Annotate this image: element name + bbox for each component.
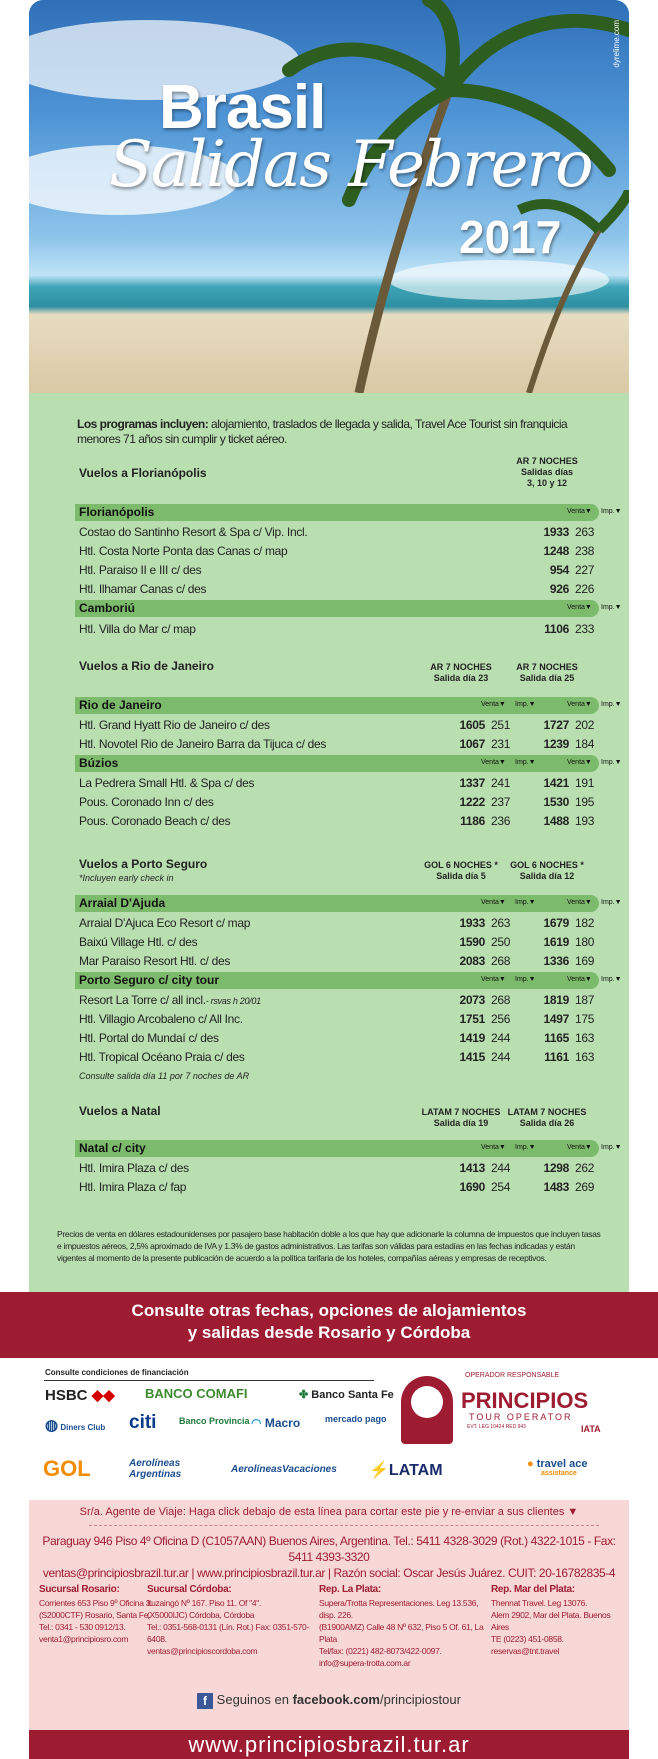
imp-label: Imp.▼ [601,899,622,906]
banner-text [0,1300,658,1344]
price-venta: 1488 [543,814,569,828]
price-venta: 1590 [459,935,485,949]
branch-title: Rep. La Plata: [319,1584,381,1595]
price-imp: 175 [575,1012,595,1026]
hero-title-salidas: Salidas Febrero [109,128,592,202]
price-imp: 163 [575,1050,595,1064]
hero-title-brasil: Brasil [159,73,326,142]
venta-label: Venta▼ [567,508,592,515]
hotel-name: Htl. Villa do Mar c/ map [79,622,196,636]
price-imp: 256 [491,1012,511,1026]
iata-logo: IATA [581,1424,601,1434]
hotel-name: Pous. Coronado Inn c/ des [79,795,214,809]
venta-label: Venta▼ [567,701,592,708]
hotel-name: Htl. Villagio Arcobaleno c/ All Inc. [79,1012,243,1026]
price-venta: 1497 [543,1012,569,1026]
price-venta: 1248 [543,544,569,558]
price-imp: 263 [491,916,511,930]
price-imp: 238 [575,544,595,558]
section-title-natal: Vuelos a Natal [79,1104,161,1118]
imp-label: Imp.▼ [601,1144,622,1151]
santafe-logo: ✤ Banco Santa Fe [299,1389,394,1401]
branch-line: (S2000CTF) Rosario, Santa Fe. [39,1610,151,1620]
price-imp: 195 [575,795,595,809]
tour-operator: TOUR OPERATOR [469,1412,573,1422]
hotel-name: Mar Paraiso Resort Htl. c/ des [79,954,231,968]
imp-label: Imp.▼ [515,976,536,983]
imp-label: Imp.▼ [601,759,622,766]
table-row [79,952,599,970]
main-address [29,1533,629,1581]
col-header-line: AR 7 NOCHES [516,456,578,466]
globe-icon [411,1386,443,1418]
price-venta: 1483 [543,1180,569,1194]
price-venta: 1337 [459,776,485,790]
col-header-floripa [507,456,587,489]
citi-logo: citi [129,1412,157,1433]
price-venta: 1679 [543,916,569,930]
price-imp: 169 [575,954,595,968]
price-venta: 1222 [459,795,485,809]
branch-line: TE (0223) 451-0858. [491,1634,564,1644]
col-header-line: Salida día 12 [519,871,575,881]
branch-line: Supera/Trotta Representaciones. Leg 13.536, disp. 226. [319,1598,479,1620]
price-imp: 227 [575,563,595,577]
branch-line: Tel.: 0341 - 530 0912/13. [39,1622,126,1632]
branch-line: (X5000IJC) Córdoba, Córdoba [147,1610,255,1620]
table-row [79,1010,599,1028]
table-row [79,933,599,951]
price-imp: 268 [491,954,511,968]
aerolineas-vacaciones-logo: AerolíneasVacaciones [231,1464,337,1475]
col-header-line: Salida día 26 [519,1118,575,1128]
table-row [79,914,599,932]
diners-text: Diners Club [60,1423,106,1432]
price-imp: 263 [575,525,595,539]
group-name: Porto Seguro c/ city tour [79,973,220,987]
price-imp: 193 [575,814,595,828]
imp-label: Imp.▼ [515,759,536,766]
macro-logo: ◠ Macro [251,1416,301,1430]
hotel-name: Costao do Santinho Resort & Spa c/ Vip. Incl. [79,525,308,539]
hotel-name: Htl. Portal do Mundaí c/ des [79,1031,219,1045]
price-venta: 1819 [543,993,569,1007]
table-row [79,620,599,638]
col-header-natal-2 [507,1107,587,1129]
table-row [79,735,599,753]
table-row [79,561,599,579]
table-row [79,580,599,598]
branch-line: Thennat Travel. Leg 13076. [491,1598,588,1608]
col-header-line: Salida día 19 [433,1118,489,1128]
price-venta: 1933 [543,525,569,539]
col-header-line: Salidas días [520,467,574,477]
cut-line [89,1525,599,1526]
col-header-porto-1 [421,860,501,882]
table-row [79,1048,599,1066]
price-imp: 226 [575,582,595,596]
group-bar [75,972,622,989]
price-venta: 926 [549,582,569,596]
col-header-line: AR 7 NOCHES [430,662,492,672]
group-name: Rio de Janeiro [79,698,162,712]
cut-instruction: Sr/a. Agente de Viaje: Haga click debajo de esta línea para cortar este pie y re-enviar a sus clientes ▼ [79,1506,579,1518]
comafi-logo: BANCO COMAFI [145,1386,248,1401]
col-header-porto-2 [507,860,587,882]
branch-laplata [319,1584,489,1669]
col-header-line: LATAM 7 NOCHES [421,1107,501,1117]
imp-label: Imp.▼ [515,1144,536,1151]
group-bar [75,504,622,521]
price-imp: 254 [491,1180,511,1194]
travelace-logo: ● travel ace assistance [527,1458,588,1477]
divider [44,1380,374,1381]
flyer [29,0,629,1759]
table-row [79,1178,599,1196]
hsbc-logo: HSBC ◆◆ [45,1387,115,1404]
price-imp: 180 [575,935,595,949]
col-header-line: Salida día 5 [436,871,486,881]
hotel-name: Htl. Tropical Océano Praia c/ des [79,1050,245,1064]
image-credit: dyrelime.com [612,20,621,68]
branch-title: Sucursal Córdoba: [147,1584,232,1595]
branch-line: ventas@principioscordoba.com [147,1646,258,1656]
price-venta: 1933 [459,916,485,930]
price-venta: 1106 [544,622,569,636]
price-venta: 1186 [460,814,485,828]
price-imp: 233 [575,622,595,636]
santafe-text: Banco Santa Fe [311,1389,394,1401]
price-venta: 1067 [459,737,485,751]
fb-prefix: Seguinos en [216,1692,293,1707]
provincia-logo: Banco Provincia [179,1416,250,1426]
price-venta: 1419 [459,1031,485,1045]
venta-label: Venta▼ [481,976,506,983]
imp-label: Imp.▼ [601,976,622,983]
branch-line: Tel/fax: (0221) 482-8073/422-0097. [319,1646,442,1656]
price-imp: 268 [491,993,511,1007]
group-bar [75,755,622,772]
col-header-rio-2 [507,662,587,684]
price-imp: 244 [491,1031,511,1045]
reservation-note: - rsvas h 20/01 [205,996,261,1006]
price-imp: 202 [575,718,595,732]
col-header-line: GOL 6 NOCHES * [424,860,498,870]
consult-banner [0,1292,658,1358]
fb-path: /principiostour [380,1692,461,1707]
hotel-name: Arraial D'Ajuca Eco Resort c/ map [79,916,251,930]
latam-text: LATAM [388,1462,443,1479]
intro-body: alojamiento, traslados de llegada y salida, Travel Ace Tourist sin franquicia menores 71 años sin cumplir y ticket aéreo. [77,417,568,446]
hotel-name: Htl. Paraiso II e III c/ des [79,563,202,577]
group-bar [75,1140,622,1157]
branch-title: Sucursal Rosario: [39,1584,120,1595]
price-imp: 244 [491,1050,511,1064]
imp-label: Imp.▼ [515,701,536,708]
table-row [79,716,599,734]
branch-line: Corrientes 653 Piso 9º Oficina 3. [39,1598,153,1608]
price-imp: 191 [575,776,595,790]
branch-mardelplata [491,1584,627,1657]
operator-responsible: OPERADOR RESPONSABLE [465,1372,560,1379]
venta-label: Venta▼ [567,1144,592,1151]
price-venta: 1415 [459,1050,485,1064]
col-header-rio-1 [421,662,501,684]
group-name: Natal c/ city [79,1141,146,1155]
price-imp: 237 [491,795,511,809]
price-venta: 954 [549,563,569,577]
financing-header: Consulte condiciones de financiación [45,1368,189,1377]
branch-line: Ituzaingó Nº 167. Piso 11. Of "4". [147,1598,262,1608]
price-venta: 1421 [543,776,569,790]
price-imp: 236 [491,814,511,828]
hotel-name: Baixú Village Htl. c/ des [79,935,198,949]
branch-line: venta1@principiosro.com [39,1634,129,1644]
fine-print: Precios de venta en dólares estadounidenses por pasajero base habitación doble a los que hay que adicionarle la columna de impuestos que incluyen tasas e impuestos aéreos, 2,5% aproximado de IVA y 1.3% de gastos administrativos. Las tarifas son válidas para estadías en las fechas indicadas y están vigentes al momento de la presente publicación de acuerdo a la política tarifaria de los hoteles, compañías aéreas y empresas de receptivos. [57,1229,601,1263]
group-name: Arraial D'Ajuda [79,896,166,910]
col-header-line: Salida día 25 [519,673,575,683]
price-imp: 250 [491,935,511,949]
table-row [79,991,599,1009]
intro-bold: Los programas incluyen: [77,417,209,431]
price-venta: 1165 [544,1031,569,1045]
intro-text [77,417,597,447]
group-bar [75,895,622,912]
price-imp: 187 [575,993,595,1007]
price-venta: 1751 [459,1012,485,1026]
macro-text: Macro [264,1416,301,1430]
price-venta: 1161 [544,1050,569,1064]
address-line: ventas@principiosbrazil.tur.ar | www.principiosbrazil.tur.ar | Razón social: Oscar Jesús Juárez. CUIT: 20-16782835-4 [42,1566,616,1580]
group-bar [75,697,622,714]
price-imp: 251 [491,718,511,732]
price-venta: 1727 [543,718,569,732]
price-venta: 1619 [543,935,569,949]
price-venta: 1605 [459,718,485,732]
venta-label: Venta▼ [567,976,592,983]
facebook-icon: f [197,1693,213,1709]
price-imp: 184 [575,737,595,751]
price-imp: 262 [575,1161,595,1175]
hotel-name [79,993,261,1007]
section-subtitle: *Incluyen early check in [79,873,174,883]
table-row [79,1159,599,1177]
hotel-name: Htl. Grand Hyatt Rio de Janeiro c/ des [79,718,270,732]
branch-line: Tel.: 0351-568-0131 (Lín. Rot.) Fax: 0351-570-6408. [147,1622,309,1644]
section-title-rio: Vuelos a Rio de Janeiro [79,659,214,673]
price-venta: 1413 [459,1161,485,1175]
travelace-assist: assistance [541,1470,577,1477]
table-row [79,542,599,560]
hotel-name: Htl. Costa Norte Ponta das Canas c/ map [79,544,288,558]
imp-label: Imp.▼ [601,604,622,611]
evt-legajo: EVT. LEG 10424 RED 943 [467,1424,526,1430]
porto-note: Consulte salida día 11 por 7 noches de AR [79,1071,250,1081]
venta-label: Venta▼ [481,701,506,708]
col-header-line: LATAM 7 NOCHES [507,1107,587,1117]
price-venta: 1239 [543,737,569,751]
group-bar [75,600,622,617]
section-title-porto [79,857,207,883]
col-header-line: Salida día 23 [433,673,489,683]
hotel-name: Pous. Coronado Beach c/ des [79,814,231,828]
imp-label: Imp.▼ [601,508,622,515]
banner-line: Consulte otras fechas, opciones de alojamientos [131,1301,527,1320]
branch-line: reservas@tnt.travel [491,1646,560,1656]
col-header-line: GOL 6 NOCHES * [510,860,584,870]
branch-line: Alem 2902, Mar del Plata. Buenos Aires [491,1610,611,1632]
hotel-name-text: Resort La Torre c/ all incl. [79,993,206,1007]
aerolineas-logo: Aerolíneas Argentinas [129,1458,182,1480]
section-title-floripa: Vuelos a Florianópolis [79,466,207,480]
price-venta: 2073 [459,993,485,1007]
price-venta: 1690 [459,1180,485,1194]
branch-line: (B1900AMZ) Calle 48 Nº 632, Piso 5 Of. 61, La Plata [319,1622,484,1644]
venta-label: Venta▼ [567,759,592,766]
hotel-name: Htl. Novotel Rio de Janeiro Barra da Tijuca c/ des [79,737,327,751]
col-header-natal-1 [421,1107,501,1129]
price-venta: 1336 [543,954,569,968]
table-row [79,793,599,811]
price-imp: 269 [575,1180,595,1194]
fb-domain: facebook.com [292,1692,380,1707]
hotel-name: Htl. Ilhamar Canas c/ des [79,582,207,596]
price-imp: 244 [491,1161,511,1175]
venta-label: Venta▼ [481,759,506,766]
banner-line: y salidas desde Rosario y Córdoba [187,1323,471,1342]
table-row [79,774,599,792]
branch-cordoba [147,1584,312,1657]
group-name: Búzios [79,756,119,770]
branch-line: info@supera-trotta.com.ar [319,1658,411,1668]
hero-image [29,0,629,393]
col-header-line: 3, 10 y 12 [526,478,568,488]
group-name: Florianópolis [79,505,155,519]
table-row [79,1029,599,1047]
mercadopago-logo: mercado pago [325,1414,387,1424]
hsbc-text: HSBC [45,1387,88,1404]
diners-logo: ◍ Diners Club [45,1417,106,1434]
venta-label: Venta▼ [567,899,592,906]
price-imp: 163 [575,1031,595,1045]
col-header-line: AR 7 NOCHES [516,662,578,672]
table-row [79,812,599,830]
venta-label: Venta▼ [481,899,506,906]
latam-logo: ⚡LATAM [369,1462,443,1479]
venta-label: Venta▼ [567,604,592,611]
address-line: Paraguay 946 Piso 4º Oficina D (C1057AAN) Buenos Aires, Argentina. Tel.: 5411 4328-3029 (Rot.) 4322-1015 - Fax: 5411 4393-3320 [42,1534,616,1564]
section-title-text: Vuelos a Porto Seguro [79,857,208,871]
hotel-name: Htl. Imira Plaza c/ des [79,1161,189,1175]
price-imp: 241 [491,776,511,790]
hero-title-year: 2017 [459,211,562,263]
imp-label: Imp.▼ [601,701,622,708]
price-venta: 2083 [459,954,485,968]
hotel-name: La Pedrera Small Htl. & Spa c/ des [79,776,255,790]
price-imp: 182 [575,916,595,930]
table-row [79,523,599,541]
group-name: Camboriú [79,601,136,615]
imp-label: Imp.▼ [515,899,536,906]
branch-title: Rep. Mar del Plata: [491,1584,575,1595]
gol-logo: GOL [43,1456,91,1481]
website-link[interactable]: www.principiosbrazil.tur.ar [29,1730,629,1759]
travelace-text: travel ace [536,1458,588,1470]
hotel-name: Htl. Imira Plaza c/ fap [79,1180,187,1194]
price-venta: 1530 [543,795,569,809]
price-imp: 231 [491,737,511,751]
price-venta: 1298 [543,1161,569,1175]
airline-logos [29,1450,629,1498]
venta-label: Venta▼ [481,1144,506,1151]
principios-logo: PRINCIPIOS [461,1388,589,1413]
facebook-link[interactable] [29,1692,629,1709]
